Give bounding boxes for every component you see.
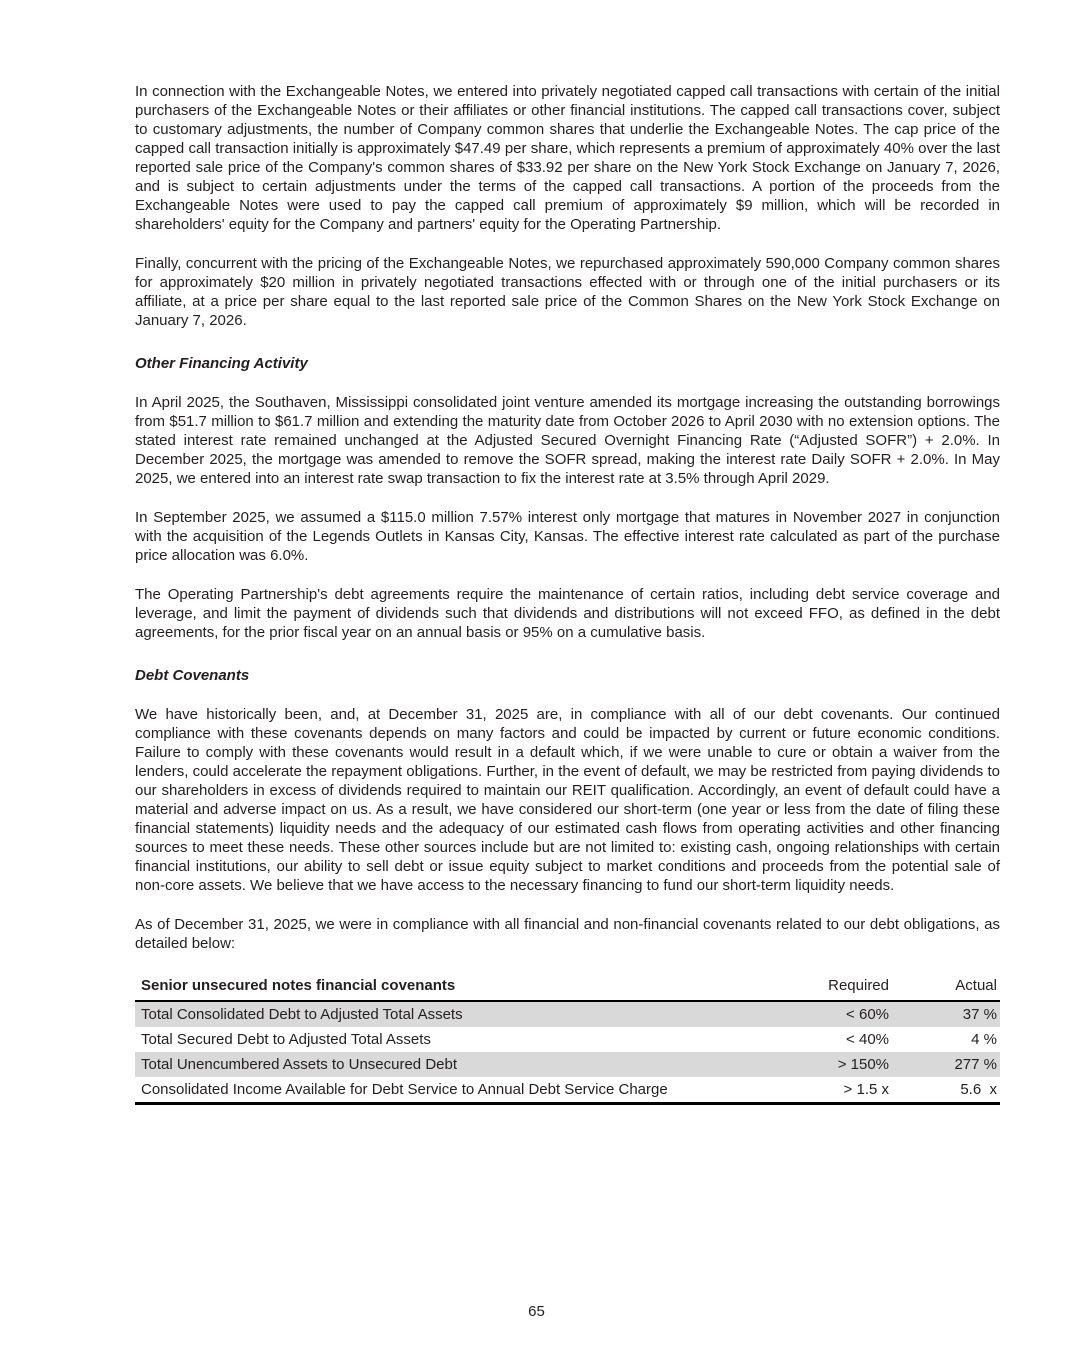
section-heading-debt-covenants: Debt Covenants: [135, 667, 250, 684]
covenant-label: Total Unencumbered Assets to Unsecured Debt: [141, 1056, 458, 1073]
table-row-unencumbered-assets: [135, 1052, 1000, 1077]
table-row-income-debt-service: [135, 1077, 1000, 1104]
covenant-actual-value: 277 %: [954, 1056, 997, 1073]
covenant-label: Consolidated Income Available for Debt Service to Annual Debt Service Charge: [135, 1077, 730, 1104]
covenant-label: Total Consolidated Debt to Adjusted Total Assets: [141, 1006, 463, 1023]
covenant-required-value: > 150%: [837, 1056, 889, 1073]
table-row-secured-debt: [135, 1027, 1000, 1052]
covenant-actual-value: 4 %: [971, 1031, 997, 1048]
paragraph-op-debt-agreements: The Operating Partnership's debt agreements require the maintenance of certain ratios, including debt service coverage and leverage, and limit the payment of dividends such that dividends and distributions will not exceed FFO, as defined in the debt agreements, for the prior fiscal year on an annual basis or 95% on a cumulative basis.: [135, 586, 1000, 641]
covenant-required-value: > 1.5 x: [730, 1077, 890, 1104]
table-header-required: Required: [730, 973, 890, 1001]
table-row-consolidated-debt: [135, 1001, 1000, 1027]
covenant-actual-value: 37 %: [962, 1006, 997, 1023]
covenant-required-value: < 60%: [846, 1006, 889, 1023]
page-number: 65: [528, 1303, 545, 1320]
covenants-table: [135, 973, 1000, 1105]
covenant-required-value: < 40%: [846, 1031, 889, 1048]
covenant-label: Total Secured Debt to Adjusted Total Assets: [141, 1031, 431, 1048]
table-header-covenants: Senior unsecured notes financial covenants: [135, 973, 730, 1001]
covenants-table-header-row: [135, 973, 1000, 1001]
paragraph-covenant-compliance: We have historically been, and, at December 31, 2025 are, in compliance with all of our debt covenants. Our continued compliance with these covenants depends on many factors and could be impacted by current or future economic conditions. Failure to comply with these covenants would result in a default which, if we were unable to cure or obtain a waiver from the lenders, could accelerate the repayment obligations. Further, in the event of default, we may be restricted from paying dividends to our shareholders in excess of dividends required to maintain our REIT qualification. Accordingly, an event of default could have a material and adverse impact on us. As a result, we have considered our short-term (one year or less from the date of filing these financial statements) liquidity needs and the adequacy of our estimated cash flows from operating activities and other financing sources to meet these needs. These other sources include but are not limited to: existing cash, ongoing relationships with certain financial institutions, our ability to sell debt or issue equity subject to market conditions and proceeds from the potential sale of non-core assets. We believe that we have access to the necessary financing to fund our short-term liquidity needs.: [135, 706, 1000, 894]
paragraph-legends-mortgage: In September 2025, we assumed a $115.0 million 7.57% interest only mortgage that matures in November 2027 in conjunction with the acquisition of the Legends Outlets in Kansas City, Kansas. The effective interest rate calculated as part of the purchase price allocation was 6.0%.: [135, 509, 1000, 564]
table-header-actual: Actual: [890, 973, 1000, 1001]
covenant-actual-value: 5.6 x: [890, 1077, 1000, 1104]
document-body: [135, 82, 1000, 1105]
paragraph-share-repurchase: Finally, concurrent with the pricing of the Exchangeable Notes, we repurchased approximately 590,000 Company common shares for approximately $20 million in privately negotiated transactions effected with or through one of the initial purchasers or its affiliate, at a price per share equal to the last reported sale price of the Common Shares on the New York Stock Exchange on January 7, 2026.: [135, 255, 1000, 329]
section-heading-other-financing-activity: Other Financing Activity: [135, 355, 308, 372]
paragraph-compliance-intro: As of December 31, 2025, we were in compliance with all financial and non-financial covenants related to our debt obligations, as detailed below:: [135, 916, 1000, 952]
paragraph-capped-call: In connection with the Exchangeable Notes, we entered into privately negotiated capped call transactions with certain of the initial purchasers of the Exchangeable Notes or their affiliates or other financial institutions. The capped call transactions cover, subject to customary adjustments, the number of Company common shares that underlie the Exchangeable Notes. The cap price of the capped call transaction initially is approximately $47.49 per share, which represents a premium of approximately 40% over the last reported sale price of the Company's common shares of $33.92 per share on the New York Stock Exchange on January 7, 2026, and is subject to certain adjustments under the terms of the capped call transactions. A portion of the proceeds from the Exchangeable Notes were used to pay the capped call premium of approximately $9 million, which will be recorded in shareholders' equity for the Company and partners' equity for the Operating Partnership.: [135, 83, 1000, 233]
paragraph-southaven-mortgage: In April 2025, the Southaven, Mississippi consolidated joint venture amended its mortgage increasing the outstanding borrowings from $51.7 million to $61.7 million and extending the maturity date from October 2026 to April 2030 with no extension options. The stated interest rate remained unchanged at the Adjusted Secured Overnight Financing Rate (“Adjusted SOFR”) + 2.0%. In December 2025, the mortgage was amended to remove the SOFR spread, making the interest rate Daily SOFR + 2.0%. In May 2025, we entered into an interest rate swap transaction to fix the interest rate at 3.5% through April 2029.: [135, 394, 1000, 487]
